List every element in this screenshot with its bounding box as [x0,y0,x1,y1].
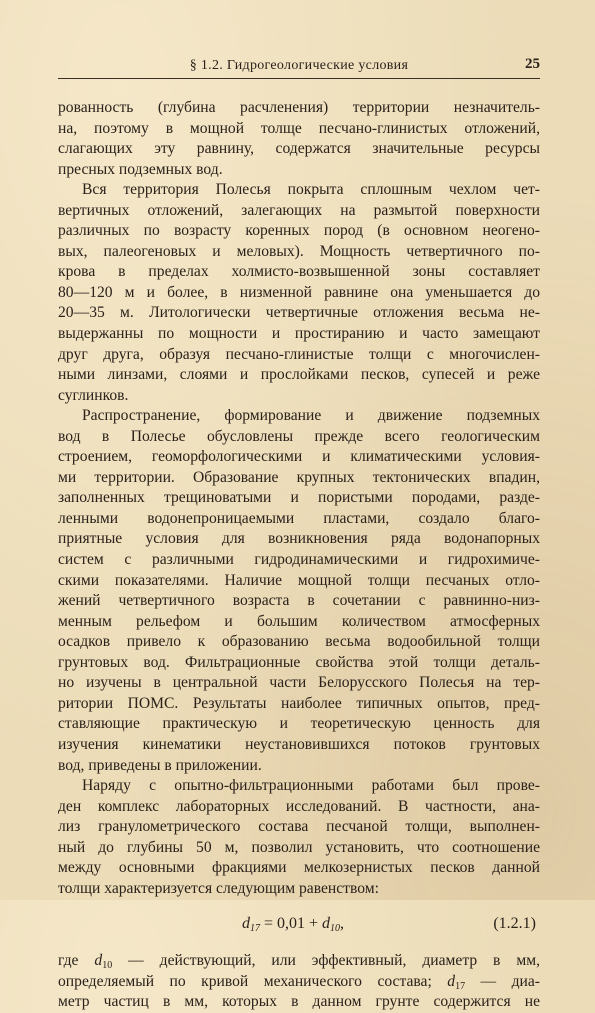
paragraph [58,98,540,180]
text-line: суглинков. [58,386,129,404]
formula-middle: = 0,01 + [260,915,323,933]
text-line: различных по возрасту коренных пород (в основном неогено- [58,222,540,240]
symbol-subscript: 17 [455,980,466,992]
text-line: ми территории. Образование крупных тектонических впадин, [58,468,540,486]
text-line: осадков привело к образованию весьма водообильной толщи [58,633,540,651]
page-number: 25 [525,56,540,72]
text-line: 80—120 м и более, в низменной равнине она уменьшается до [58,283,540,301]
text-line: лиз гранулометрического состава песчаной толщи, выполнен- [58,818,540,836]
text-line: изучения кинематики неустановившихся потоков грунтовых [58,735,540,753]
text-fragment: — диа- [465,972,540,990]
paragraphs-container [58,98,540,899]
text-line: скими показателями. Наличие мощной толщи песчаных отло- [58,571,540,589]
formula-rhs-subscript: 10 [330,923,341,935]
equation-number: (1.2.1) [493,915,536,933]
text-fragment: определяемый по кривой механического состава; [58,972,448,990]
text-line: вод в Полесье обусловлены прежде всего геологическим [58,427,540,445]
text-line: выдержанны по мощности и простиранию и часто замещают [58,325,540,343]
symbol-subscript: 10 [102,960,113,972]
text-line: ными линзами, слоями и прослойками песков, супесей и реже [58,366,540,384]
text-line: ритории ПОМС. Результаты наиболее типичных опытов, пред- [58,694,540,712]
paragraph [58,180,540,406]
text-line: Вся территория Полесья покрыта сплошным чехлом чет- [82,181,540,199]
running-header [58,56,540,79]
section-title: § 1.2. Гидрогеологические условия [189,58,409,73]
text-line: крова в пределах холмисто-возвышенной зоны составляет [58,263,540,281]
text-line: вертичных отложений, залегающих на размытой поверхности [58,201,540,219]
text-line: Наряду с опытно-фильтрационными работами был прове- [82,777,540,795]
text-line: приятные условия для возникновения ряда водонапорных [58,530,540,548]
text-line: ный до глубины 50 м, позволил установить, что соотношение [58,838,540,856]
formula-lhs-symbol: d [242,915,250,933]
text-fragment: — действующий, или эффективный, диаметр в мм, [112,952,540,970]
text-line: Распространение, формирование и движение подземных [82,407,540,425]
formula [242,911,344,942]
text-line: между основными фракциями мелкозернистых песков данной [58,859,540,877]
formula-rhs-symbol: d [322,915,331,933]
formula-lhs-subscript: 17 [250,923,260,935]
text-line: метр частиц в мм, которых в данном грунте содержится не [58,993,540,1011]
text-line: грунтовых вод. Фильтрационные свойства этой толщи деталь- [58,653,540,671]
text-line: 20—35 м. Литологически четвертичные отложения весьма не- [58,304,540,322]
text-line: ден комплекс лабораторных исследований. В частности, ана- [58,797,540,815]
text-line: ленными водонепроницаемыми пластами, создало благо- [58,509,540,527]
text-line: менным рельефом и большим количеством атмосферных [58,612,540,630]
paragraph [58,776,540,899]
text-line: вых, палеогеновых и меловых). Мощность четвертичного по- [58,242,540,260]
text-line: слагающих эту равнину, содержатся значительные ресурсы [58,140,540,158]
body-text [58,98,540,1013]
text-line: друг друга, образуя песчано-глинистые толщи с многочислен- [58,345,540,363]
formula-tail: , [340,915,345,933]
paragraph [58,406,540,776]
symbol-d: d [447,972,456,990]
text-line: пресных подземных вод. [58,160,223,178]
symbol-d: d [94,952,103,970]
text-line [58,951,540,972]
text-line: толщи характеризуется следующим равенством: [58,879,379,897]
text-line: рованность (глубина расчленения) территории незначитель- [58,99,540,116]
text-line: систем с различными гидродинамическими и гидрохимиче- [58,551,540,569]
text-line: жений четвертичного возраста в сочетании с равнинно-низ- [58,592,540,610]
equation-1-2-1 [58,911,540,937]
text-line [58,972,540,993]
text-line: но изучены в центральной части Белорусского Полесья на тер- [58,674,540,692]
text-line: вод, приведены в приложении. [58,756,262,774]
text-line: заполненных трещиноватыми и пористыми породами, разде- [58,489,540,507]
text-line: ставляющие практическую и теоретическую ценность для [58,715,540,733]
text-fragment: где [58,952,95,970]
text-line: на, поэтому в мощной толще песчано-глинистых отложений, [58,119,540,137]
text-line: строением, геоморфологическими и климатическими условия- [58,448,540,466]
